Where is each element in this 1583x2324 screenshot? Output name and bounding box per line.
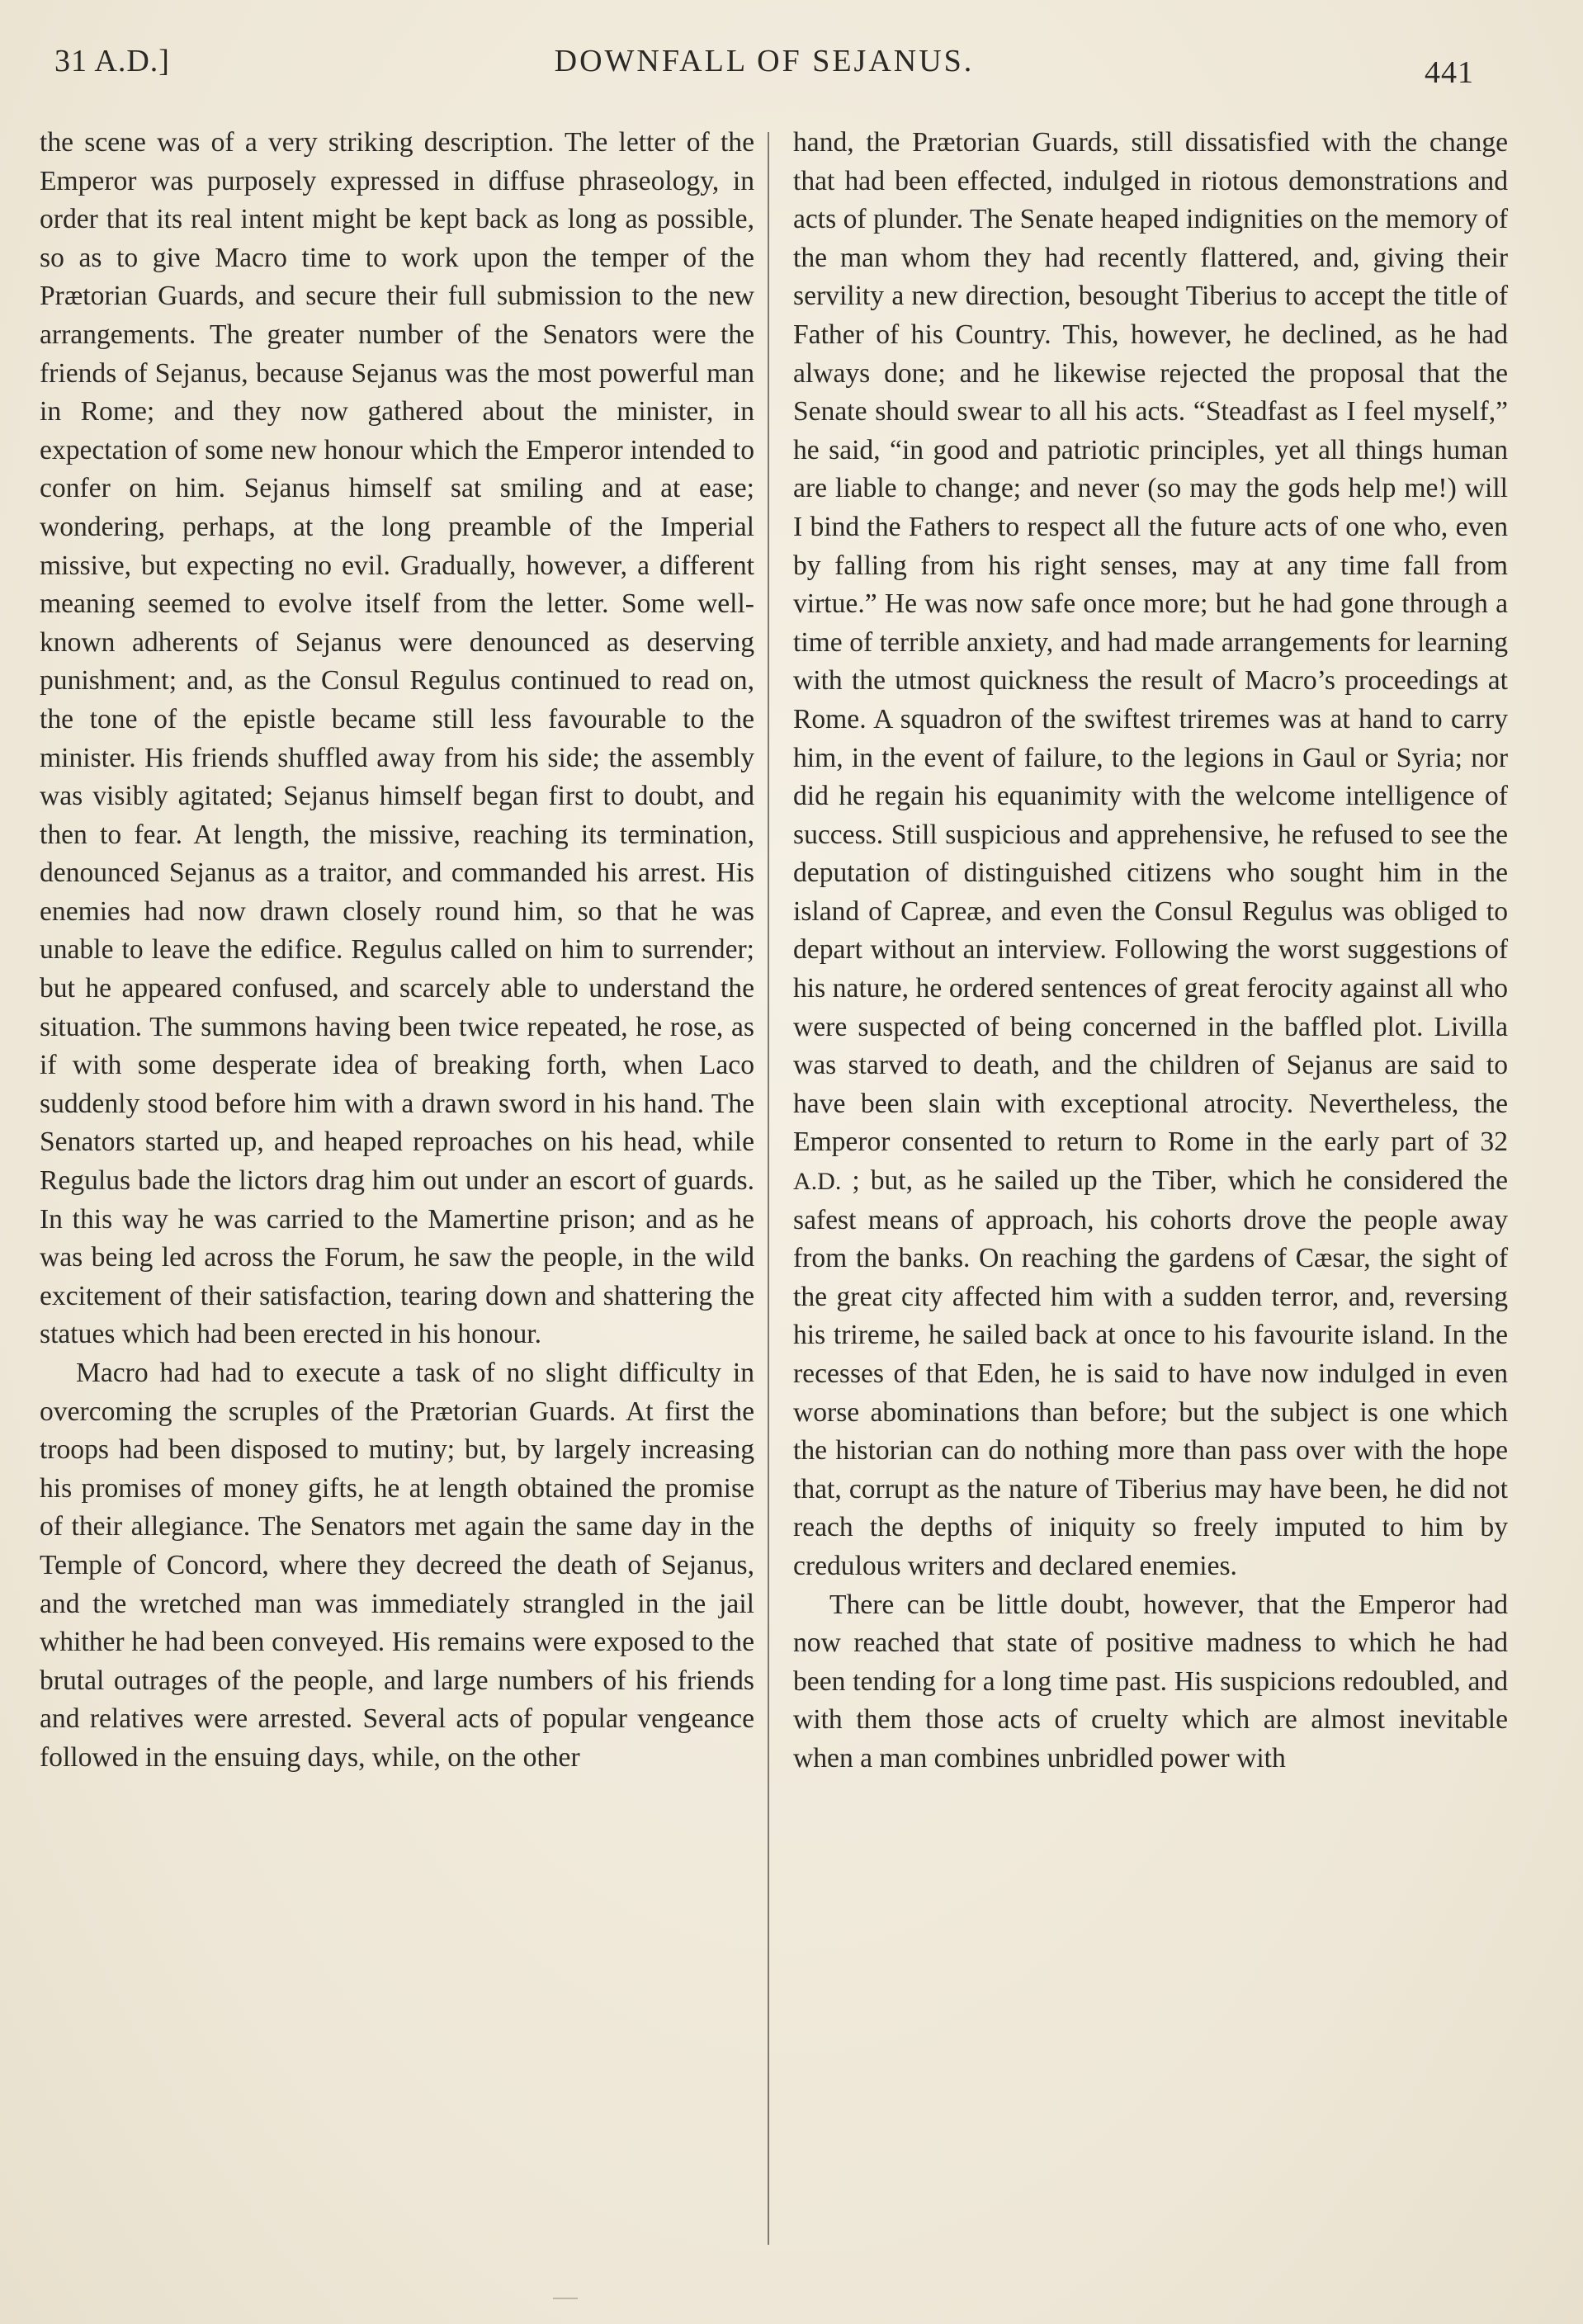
running-header (54, 43, 1474, 101)
right-paragraph-2: There can be little doubt, however, that the Emperor had now reached that state of positive madness to which he had been tending for a long time past. His suspicions redoubled, and with them those acts of cruelty which are almost inevitable when a man combines unbridled power with (793, 1589, 1508, 1774)
header-title: DOWNFALL OF SEJANUS. (554, 44, 975, 78)
bottom-mark (553, 2298, 578, 2299)
right-paragraph-1 (793, 124, 1508, 1586)
left-paragraph-1: the scene was of a very striking description. The letter of the Emperor was purposely expressed in diffuse phraseology, in order that its real intent might be kept back as long as possible, so as to give Macro time to work upon the temper of the Prætorian Guards, and secure their full submission to the new arrangements. The greater number of the Senators were the friends of Sejanus, because Sejanus was the most powerful man in Rome; and they now gathered about the minister, in expectation of some new honour which the Emperor intended to confer on him. Sejanus himself sat smiling and at ease; wondering, perhaps, at the long preamble of the Imperial missive, but expecting no evil. Gradually, however, a different meaning seemed to evolve itself from the letter. Some well-known adherents of Sejanus were denounced as deserving punishment; and, as the Consul Regulus continued to read on, the tone of the epistle became still less favourable to the minister. His friends shuffled away from his side; the assembly was visibly agitated; Sejanus himself began first to doubt, and then to fear. At length, the missive, reaching its termination, denounced Sejanus as a traitor, and commanded his arrest. His enemies had now drawn closely round him, so that he was unable to leave the edifice. Regulus called on him to surrender; but he appeared confused, and scarcely able to understand the situation. The summons having been twice repeated, he rose, as if with some desperate idea of breaking forth, when Laco suddenly stood before him with a drawn sword in his hand. The Senators started up, and heaped reproaches on his head, while Regulus bade the lictors drag him out under an escort of guards. In this way he was carried to the Mamertine prison; and as he was being led across the Forum, he saw the people, in the wild excitement of their satisfaction, tearing down and shattering the statues which had been erected in his honour. (40, 127, 754, 1350)
right-paragraph-1-part-a: hand, the Prætorian Guards, still dissatisfied with the change that had been effected, indulged in riotous demonstrations and acts of plunder. The Senate heaped indignities on the memory of the man whom they had recently flattered, and, giving their servility a new direction, besought Tiberius to accept the title of Father of his Country. This, however, he declined, as he had always done; and he likewise rejected the proposal that the Senate should swear to all his acts. “Steadfast as I feel myself,” he said, “in good and patriotic principles, yet all things human are liable to change; and never (so may the gods help me!) will I bind the Fathers to respect all the future acts of one who, even by falling from his right senses, may at any time fall from virtue.” He was now safe once more; but he had gone through a time of terrible anxiety, and had made arrangements for learning with the utmost quickness the result of Macro’s proceedings at Rome. A squadron of the swiftest triremes was at hand to carry him, in the event of failure, to the legions in Gaul or Syria; nor did he regain his equanimity with the welcome intelligence of success. Still suspicious and apprehensive, he refused to see the deputation of distinguished citizens who sought him in the island of Capreæ, and even the Consul Regulus was obliged to depart without an interview. Following the worst suggestions of his nature, he ordered sentences of great ferocity against all who were suspected of being concerned in the baffled plot. Livilla was starved to death, and the children of Sejanus are said to have been slain with exceptional atrocity. Nevertheless, the Emperor consented to return to Rome in the early part of 32 (793, 127, 1508, 1158)
column-divider (768, 132, 769, 2245)
header-date: 31 A.D.] (54, 44, 170, 78)
page-number: 441 (1425, 55, 1474, 90)
left-column (40, 124, 754, 1778)
right-paragraph-1-part-b: ; but, as he sailed up the Tiber, which he considered the safest means of approach, his cohorts drove the people away from the banks. On reaching the gardens of Cæsar, the sight of the great city affected him with a sudden terror, and, reversing his trireme, he sailed back at once to his favourite island. In the recesses of that Eden, he is said to have now indulged in even worse abominations than before; but the subject is one which the historian can do nothing more than pass over with the hope that, corrupt as the nature of Tiberius may have been, he did not reach the depths of iniquity so freely imputed to him by credulous writers and declared enemies. (793, 1165, 1508, 1581)
right-column (793, 124, 1508, 1778)
left-paragraph-2: Macro had had to execute a task of no slight difficulty in overcoming the scruples of the Prætorian Guards. At first the troops had been disposed to mutiny; but, by largely increasing his promises of money gifts, he at length obtained the promise of their allegiance. The Senators met again the same day in the Temple of Concord, where they decreed the death of Sejanus, and the wretched man was immediately strangled in the jail whither he had been conveyed. His remains were exposed to the brutal outrages of the people, and large numbers of his friends and relatives were arrested. Several acts of popular vengeance followed in the ensuing days, while, on the other (40, 1358, 754, 1773)
era-abbreviation: A.D. (793, 1168, 842, 1196)
